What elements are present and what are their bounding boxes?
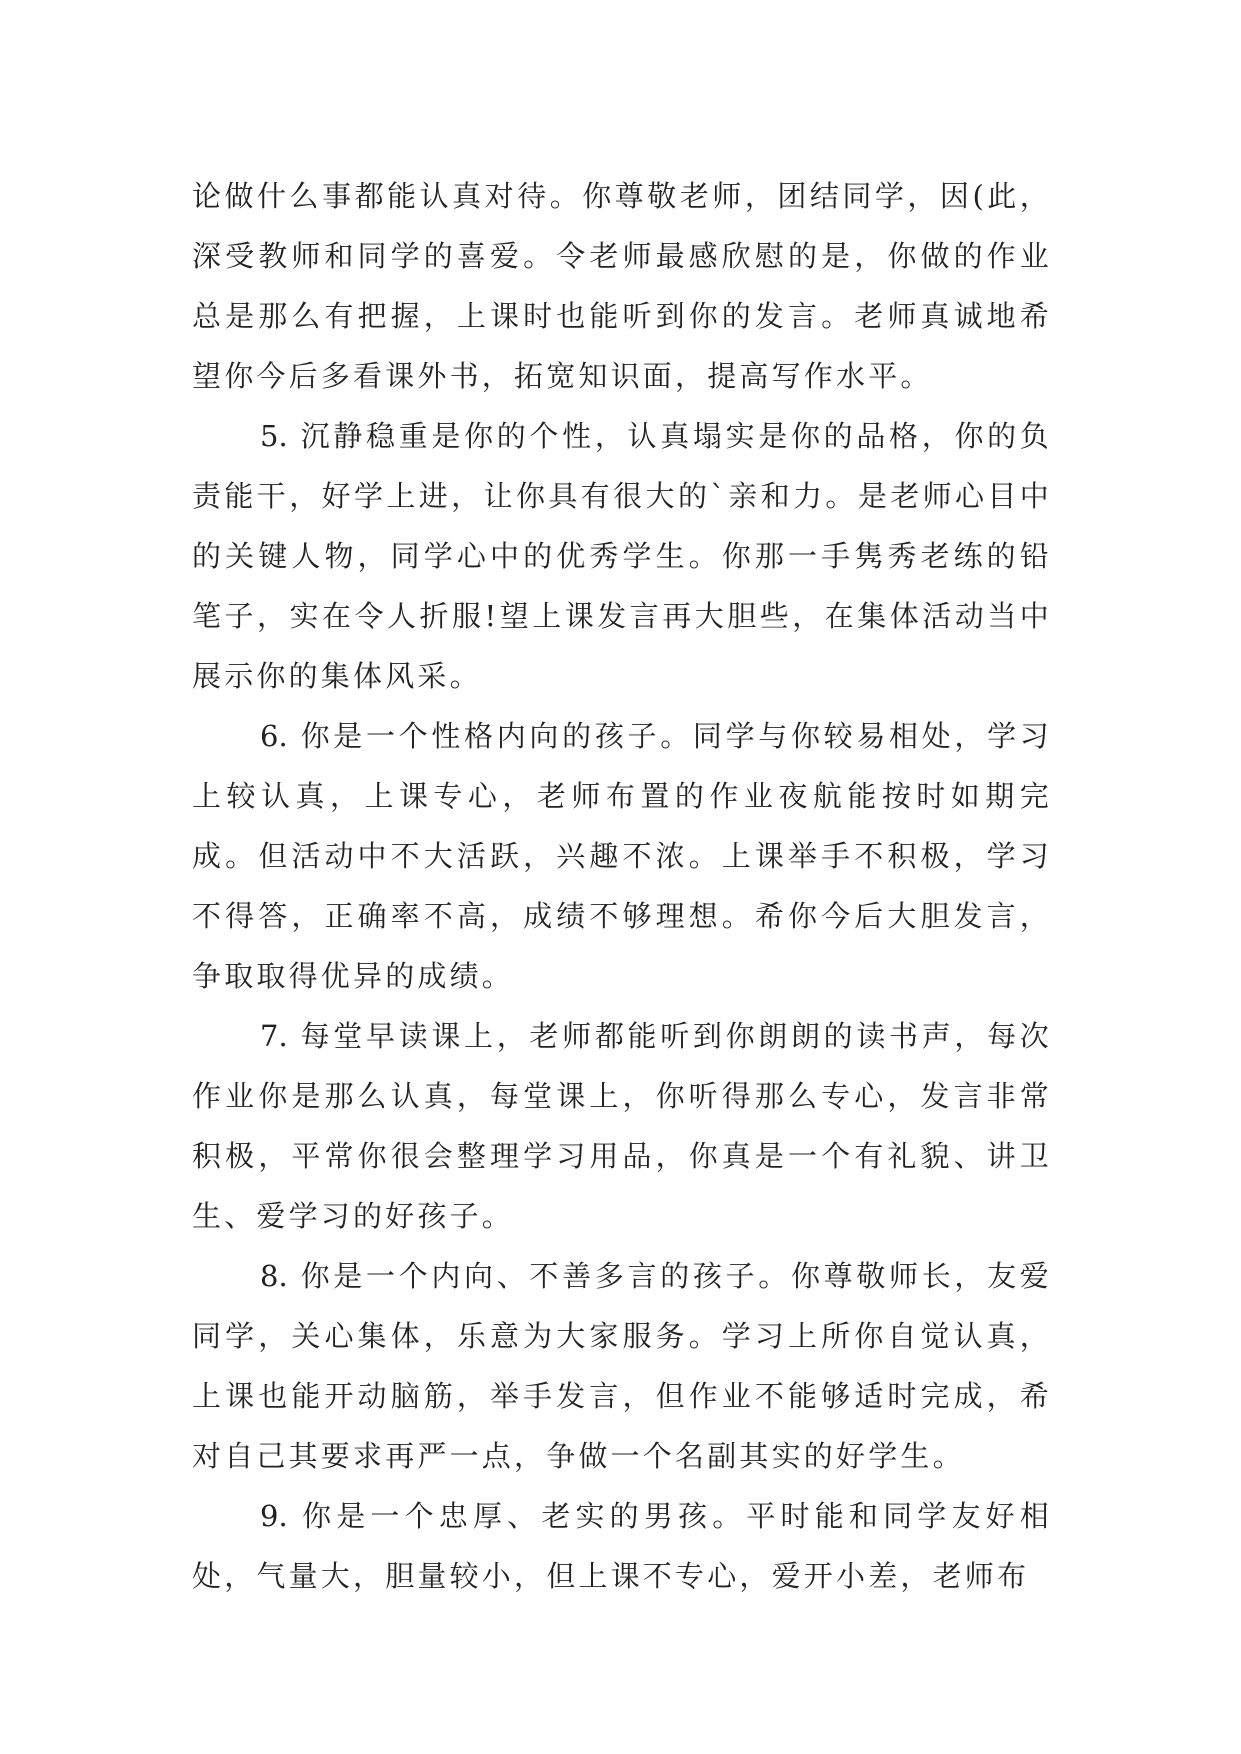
paragraph-5	[192, 406, 1052, 706]
paragraph-text: 你是一个内向、不善多言的孩子。你尊敬师长，友爱同学，关心集体，乐意为大家服务。学习上所你自觉认真，上课也能开动脑筋，举手发言，但作业不能够适时完成，希对自己其要求再严一点，争做一个名副其实的好学生。	[192, 1259, 1053, 1473]
paragraph-text: 你是一个性格内向的孩子。同学与你较易相处，学习上较认真，上课专心，老师布置的作业夜航能按时如期完成。但活动中不大活跃，兴趣不浓。上课举手不积极，学习不得答，正确率不高，成绩不够理想。希你今后大胆发言，争取取得优异的成绩。	[192, 719, 1053, 993]
paragraph-continued	[192, 166, 1052, 406]
paragraph-text: 你是一个忠厚、老实的男孩。平时能和同学友好相处，气量大，胆量较小，但上课不专心，爱开小差，老师布	[192, 1499, 1053, 1593]
paragraph-text: 每堂早读课上，老师都能听到你朗朗的读书声，每次作业你是那么认真，每堂课上，你听得那么专心，发言非常积极，平常你很会整理学习用品，你真是一个有礼貌、讲卫生、爱学习的好孩子。	[192, 1019, 1053, 1233]
paragraph-text: 论做什么事都能认真对待。你尊敬老师，团结同学，因(此，深受教师和同学的喜爱。令老师最感欣慰的是，你做的作业总是那么有把握，上课时也能听到你的发言。老师真诚地希望你今后多看课外书，拓宽知识面，提高写作水平。	[192, 179, 1052, 393]
paragraph-7	[192, 1006, 1052, 1246]
paragraph-8	[192, 1246, 1052, 1486]
document-body	[192, 166, 1052, 1606]
paragraph-9	[192, 1486, 1052, 1606]
paragraph-text: 沉静稳重是你的个性，认真塌实是你的品格，你的负责能干，好学上进，让你具有很大的`亲和力。是老师心目中的关键人物，同学心中的优秀学生。你那一手隽秀老练的铅笔子，实在令人折服!望上课发言再大胆些，在集体活动当中展示你的集体风采。	[192, 419, 1053, 693]
paragraph-number: 5.	[260, 419, 288, 453]
paragraph-number: 9.	[260, 1499, 288, 1533]
paragraph-number: 6.	[260, 719, 288, 753]
paragraph-number: 8.	[260, 1259, 288, 1293]
paragraph-6	[192, 706, 1052, 1006]
paragraph-number: 7.	[260, 1019, 288, 1053]
